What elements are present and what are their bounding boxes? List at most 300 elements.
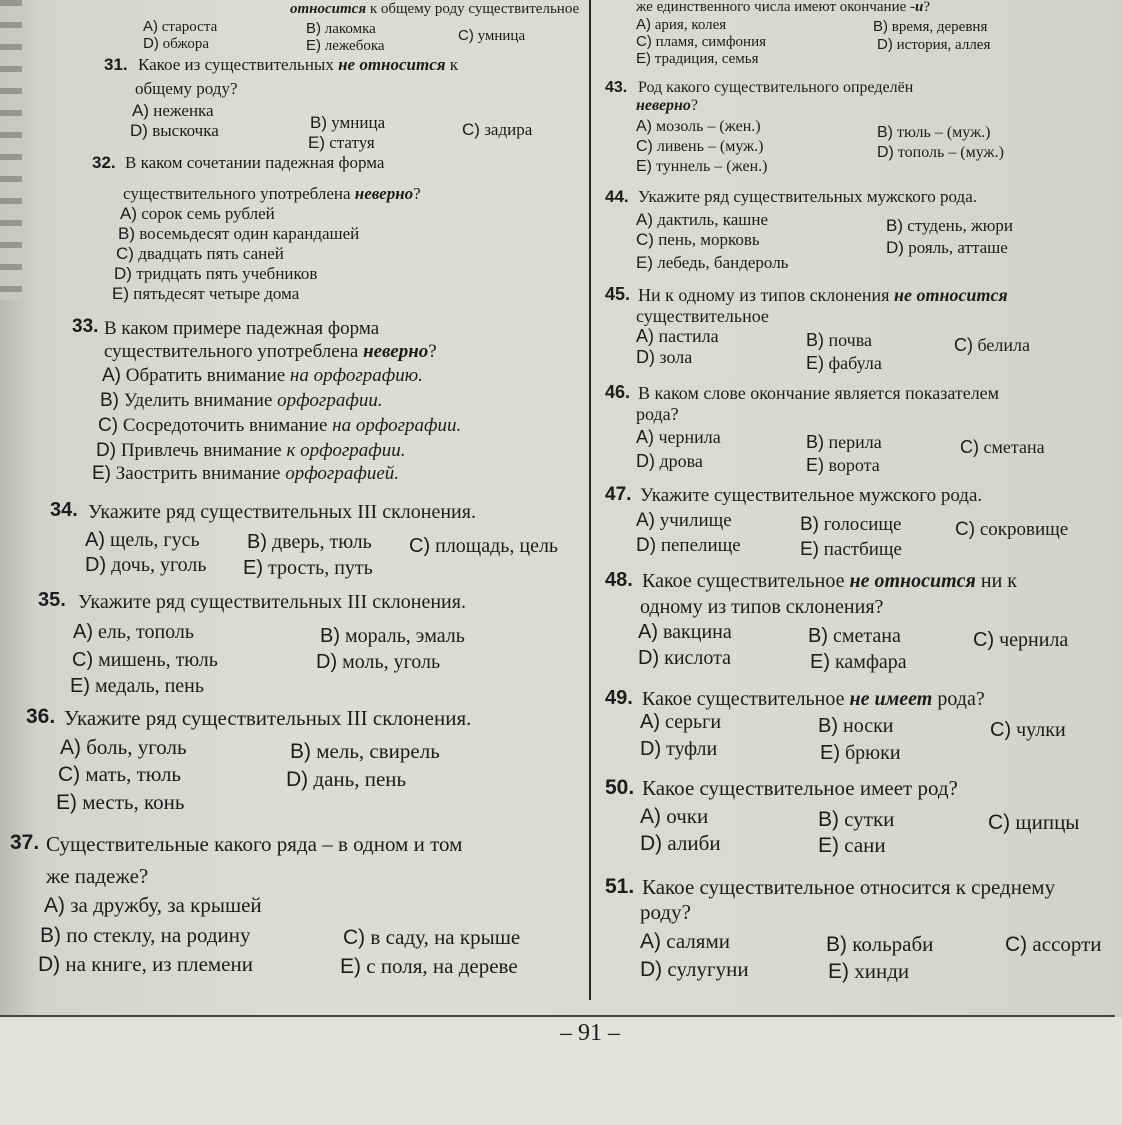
answer-option[interactable] xyxy=(143,19,217,35)
answer-option[interactable] xyxy=(954,336,1030,354)
option-letter: C) xyxy=(409,535,431,557)
question-text: одному из типов склонения? xyxy=(640,596,884,618)
option-letter: E) xyxy=(820,742,840,764)
question-text-line xyxy=(638,188,977,205)
answer-option[interactable] xyxy=(877,125,990,141)
emphasized-text: неверно xyxy=(354,184,414,203)
question-text-line xyxy=(104,319,379,338)
answer-option[interactable] xyxy=(820,743,901,763)
question-text-line xyxy=(636,0,930,15)
answer-option[interactable] xyxy=(638,622,732,642)
option-text: выскочка xyxy=(152,121,219,140)
answer-option[interactable] xyxy=(116,245,284,262)
question-text: Укажите ряд существительных III склонения. xyxy=(64,706,472,730)
answer-option[interactable] xyxy=(636,536,741,555)
option-letter: B) xyxy=(800,514,819,535)
answer-option[interactable] xyxy=(636,428,721,446)
answer-option[interactable] xyxy=(38,954,253,975)
option-letter: D) xyxy=(286,768,309,791)
answer-option[interactable] xyxy=(100,391,383,410)
question-text: рода? xyxy=(636,404,679,424)
option-text: лежебока xyxy=(324,38,385,54)
option-letter: B) xyxy=(306,20,321,37)
option-text: задира xyxy=(484,120,533,139)
answer-option[interactable] xyxy=(306,38,385,54)
question-number: 44. xyxy=(605,187,629,206)
option-letter: A) xyxy=(640,930,661,953)
option-letter: B) xyxy=(247,531,267,553)
option-text: староста xyxy=(161,19,218,35)
option-text: умница xyxy=(331,113,386,132)
answer-option[interactable] xyxy=(818,809,894,830)
answer-option[interactable] xyxy=(877,145,1004,161)
question-number: 51. xyxy=(605,875,635,898)
option-letter: C) xyxy=(973,629,995,651)
option-letter: A) xyxy=(120,204,137,223)
option-text: щель, гусь xyxy=(110,529,200,551)
answer-option[interactable] xyxy=(132,102,214,119)
option-letter: D) xyxy=(636,535,657,556)
answer-option[interactable] xyxy=(810,652,907,672)
answer-option[interactable] xyxy=(960,438,1045,456)
option-letter: C) xyxy=(116,244,134,263)
option-text: дверь, тюль xyxy=(272,531,372,553)
option-text: пастбище xyxy=(823,539,902,560)
answer-option[interactable] xyxy=(290,741,440,762)
question-text: рода? xyxy=(932,688,985,710)
option-text: сокровище xyxy=(979,519,1069,540)
answer-option[interactable] xyxy=(73,622,194,642)
option-text: обжора xyxy=(162,36,209,52)
question-number: 45. xyxy=(605,284,631,304)
answer-option[interactable] xyxy=(818,716,894,736)
option-letter: C) xyxy=(636,33,652,50)
answer-option[interactable] xyxy=(247,532,372,552)
answer-option[interactable] xyxy=(143,36,209,52)
answer-option[interactable] xyxy=(990,720,1066,740)
answer-option[interactable] xyxy=(636,452,703,470)
option-text: мозоль – (жен.) xyxy=(656,118,761,135)
question-text: В каком примере падежная форма xyxy=(104,318,380,339)
answer-option[interactable] xyxy=(886,239,1008,256)
option-letter: C) xyxy=(636,138,653,155)
question-number: 32. xyxy=(92,153,116,172)
option-text: ель, тополь xyxy=(98,621,194,643)
answer-option[interactable] xyxy=(320,626,465,646)
option-text: ворота xyxy=(828,455,880,475)
question-text: же падеже? xyxy=(46,864,149,888)
answer-option[interactable] xyxy=(130,122,219,139)
answer-option[interactable] xyxy=(826,934,933,955)
option-text: пятьдесят четыре дома xyxy=(133,284,300,303)
option-letter: D) xyxy=(640,738,662,760)
answer-option[interactable] xyxy=(308,134,375,151)
option-letter: A) xyxy=(636,210,653,229)
answer-option[interactable] xyxy=(800,540,902,559)
answer-option[interactable] xyxy=(806,331,872,349)
question-text: Какое существительное относится к среднему xyxy=(642,875,1056,899)
answer-option[interactable] xyxy=(458,28,525,44)
question-text: Укажите ряд существительных III склонения. xyxy=(78,591,466,613)
option-letter: B) xyxy=(808,625,828,647)
answer-option[interactable] xyxy=(243,558,373,578)
answer-option[interactable] xyxy=(877,37,990,53)
option-text: кольраби xyxy=(852,932,934,956)
option-text: фабула xyxy=(828,353,882,373)
question-text: Какое существительное xyxy=(642,688,850,710)
answer-option[interactable] xyxy=(58,764,181,785)
option-letter: D) xyxy=(877,36,893,53)
question-text: Род какого существительного определён xyxy=(638,79,914,96)
answer-option[interactable] xyxy=(409,536,558,556)
answer-option[interactable] xyxy=(462,121,532,138)
answer-option[interactable] xyxy=(310,114,385,131)
question-number: 34. xyxy=(50,499,78,521)
question-text-line xyxy=(125,154,384,171)
option-text: месть, конь xyxy=(82,790,185,814)
answer-option[interactable] xyxy=(636,34,766,50)
answer-option[interactable] xyxy=(973,630,1068,650)
answer-option[interactable] xyxy=(636,139,763,155)
question-text-line xyxy=(135,80,238,97)
option-letter: B) xyxy=(118,224,135,243)
option-text: восемьдесят один карандашей xyxy=(139,224,360,243)
option-text: чернила xyxy=(658,427,721,447)
option-letter: A) xyxy=(636,427,654,447)
answer-option[interactable] xyxy=(636,17,726,33)
option-text: история, аллея xyxy=(896,37,991,53)
question-number: 47. xyxy=(605,484,632,505)
answer-option[interactable] xyxy=(640,959,749,980)
option-letter: B) xyxy=(826,933,847,956)
option-letter: B) xyxy=(877,124,893,141)
option-text: Привлечь внимание xyxy=(120,440,287,461)
option-letter: E) xyxy=(340,955,361,978)
answer-option[interactable] xyxy=(60,737,187,758)
option-letter: B) xyxy=(806,330,824,350)
question-text: Существительные какого ряда – в одном и том xyxy=(46,832,463,856)
question-text: существительного употреблена xyxy=(104,341,364,362)
answer-option[interactable] xyxy=(886,217,1013,234)
option-text-italic: орфографии. xyxy=(277,390,383,411)
option-text: рояль, атташе xyxy=(908,238,1008,257)
option-letter: D) xyxy=(886,238,904,257)
emphasized-text: неверно xyxy=(363,341,429,362)
option-text-italic: к орфографии. xyxy=(286,440,406,461)
answer-option[interactable] xyxy=(636,511,732,530)
option-text: тюль – (муж.) xyxy=(897,124,991,141)
option-text: лакомка xyxy=(324,21,376,37)
answer-option[interactable] xyxy=(636,211,768,228)
option-letter: C) xyxy=(1005,933,1028,956)
option-text: площадь, цель xyxy=(435,535,559,557)
option-text: медаль, пень xyxy=(95,675,205,697)
question-text: ? xyxy=(923,0,931,15)
answer-option[interactable] xyxy=(118,225,359,242)
option-letter: E) xyxy=(306,37,321,54)
answer-option[interactable] xyxy=(636,254,788,271)
answer-option[interactable] xyxy=(286,769,406,790)
answer-option[interactable] xyxy=(640,833,721,854)
option-letter: C) xyxy=(954,335,973,355)
answer-option[interactable] xyxy=(85,555,207,575)
option-letter: E) xyxy=(800,539,819,560)
option-letter: A) xyxy=(640,805,661,828)
emphasized-text: не относится xyxy=(893,285,1008,305)
option-text: ливень – (муж.) xyxy=(656,138,764,155)
option-text: тополь – (муж.) xyxy=(897,144,1004,161)
answer-option[interactable] xyxy=(120,205,275,222)
option-letter: C) xyxy=(990,719,1012,741)
option-text: пастила xyxy=(658,326,719,346)
question-text: ? xyxy=(428,341,437,362)
question-text-line xyxy=(46,834,462,855)
answer-option[interactable] xyxy=(636,348,692,366)
question-text: роду? xyxy=(640,900,691,924)
option-text: чернила xyxy=(999,629,1069,651)
option-letter: D) xyxy=(638,647,660,669)
option-text: в саду, на крыше xyxy=(370,925,521,949)
option-text: Обратить внимание xyxy=(125,365,290,386)
option-text: Уделить внимание xyxy=(123,390,278,411)
option-letter: A) xyxy=(636,16,651,33)
option-text: лебедь, бандероль xyxy=(657,253,789,272)
answer-option[interactable] xyxy=(636,327,719,345)
answer-option[interactable] xyxy=(72,650,218,670)
option-letter: A) xyxy=(636,118,652,135)
question-text-line xyxy=(638,80,913,96)
option-letter: B) xyxy=(290,740,311,763)
answer-option[interactable] xyxy=(636,231,760,248)
option-letter: B) xyxy=(100,390,119,411)
option-text-italic: на орфографию. xyxy=(289,365,423,386)
option-text: время, деревня xyxy=(891,19,988,35)
option-text: хинди xyxy=(854,959,910,983)
question-number: 31. xyxy=(104,55,128,74)
answer-option[interactable] xyxy=(114,265,317,282)
option-letter: D) xyxy=(143,35,159,52)
option-text: по стеклу, на родину xyxy=(66,923,251,947)
answer-option[interactable] xyxy=(640,931,730,952)
answer-option[interactable] xyxy=(102,366,423,385)
option-letter: C) xyxy=(98,415,119,436)
answer-option[interactable] xyxy=(343,927,520,948)
option-text: моль, уголь xyxy=(342,651,441,673)
option-text: мать, тюль xyxy=(85,762,181,786)
option-letter: A) xyxy=(640,711,660,733)
answer-option[interactable] xyxy=(955,520,1068,539)
spiral-binding xyxy=(0,0,22,300)
option-letter: D) xyxy=(114,264,132,283)
option-text: дань, пень xyxy=(313,767,407,791)
option-letter: A) xyxy=(638,621,658,643)
option-text: сорок семь рублей xyxy=(141,204,275,223)
question-number: 35. xyxy=(38,589,66,611)
option-text: двадцать пять саней xyxy=(138,244,284,263)
question-number: 49. xyxy=(605,687,633,709)
option-text: студень, жюри xyxy=(907,216,1014,235)
answer-option[interactable] xyxy=(818,835,886,856)
option-letter: E) xyxy=(70,675,90,697)
option-text: сметана xyxy=(833,625,901,647)
answer-option[interactable] xyxy=(306,21,376,37)
question-text-line xyxy=(88,502,476,522)
option-letter: D) xyxy=(130,121,148,140)
option-letter: E) xyxy=(308,133,325,152)
question-text: Укажите ряд существительных мужского рода. xyxy=(638,187,978,206)
answer-option[interactable] xyxy=(828,961,909,982)
answer-option[interactable] xyxy=(806,354,882,372)
question-text-line xyxy=(290,2,579,17)
option-letter: D) xyxy=(877,144,894,161)
question-text-line xyxy=(640,902,691,923)
option-letter: E) xyxy=(818,834,839,857)
answer-option[interactable] xyxy=(40,925,251,946)
answer-option[interactable] xyxy=(806,456,880,474)
question-text-line xyxy=(636,405,679,423)
option-text: камфара xyxy=(835,651,907,673)
question-text: Какое существительное xyxy=(642,570,850,592)
question-text: Какое из существительных xyxy=(138,55,339,74)
option-text: туфли xyxy=(666,738,718,760)
option-letter: D) xyxy=(96,440,117,461)
option-text: салями xyxy=(666,929,730,953)
question-text: же единственного числа имеют окончание - xyxy=(636,0,915,15)
answer-option[interactable] xyxy=(92,464,399,483)
option-text: пень, морковь xyxy=(658,230,760,249)
option-letter: B) xyxy=(806,432,824,452)
answer-option[interactable] xyxy=(85,530,200,550)
option-letter: E) xyxy=(243,557,263,579)
answer-option[interactable] xyxy=(636,159,767,175)
question-text: к общему роду существительное xyxy=(366,1,580,17)
question-text-line xyxy=(636,98,698,114)
question-text: В каком слове окончание является показателем xyxy=(638,383,1000,403)
question-text: к xyxy=(445,55,459,74)
question-text: Ни к одному из типов склонения xyxy=(638,285,894,305)
option-text-italic: орфографией. xyxy=(285,463,400,484)
question-text-line xyxy=(78,592,466,612)
option-text: перила xyxy=(828,432,882,452)
option-text: дочь, уголь xyxy=(111,554,207,576)
answer-option[interactable] xyxy=(44,895,262,916)
option-text: мель, свирель xyxy=(316,739,440,763)
answer-option[interactable] xyxy=(112,285,299,302)
answer-option[interactable] xyxy=(96,441,406,460)
answer-option[interactable] xyxy=(1005,934,1102,955)
answer-option[interactable] xyxy=(636,51,759,67)
option-text: мораль, эмаль xyxy=(345,625,465,647)
question-text-line xyxy=(638,384,999,402)
option-letter: E) xyxy=(636,158,652,175)
question-text-line xyxy=(123,185,421,202)
question-text-line xyxy=(138,56,458,73)
question-number: 46. xyxy=(605,382,631,402)
option-text: сулугуни xyxy=(667,957,749,981)
option-text: Сосредоточить внимание xyxy=(122,415,333,436)
answer-option[interactable] xyxy=(873,19,987,35)
option-text: голосище xyxy=(823,514,902,535)
option-text: кислота xyxy=(664,647,731,669)
question-number: 43. xyxy=(605,79,628,96)
option-letter: D) xyxy=(636,347,655,367)
option-letter: E) xyxy=(806,353,824,373)
emphasized-text: относится xyxy=(290,1,367,17)
question-text-line xyxy=(64,708,471,729)
option-letter: B) xyxy=(873,18,888,35)
answer-option[interactable] xyxy=(98,416,461,435)
option-text: зола xyxy=(659,347,693,367)
answer-option[interactable] xyxy=(640,806,708,827)
option-text: белила xyxy=(977,335,1030,355)
emphasized-text: не относится xyxy=(338,55,446,74)
option-text: на книге, из племени xyxy=(65,952,253,976)
answer-option[interactable] xyxy=(808,626,901,646)
answer-option[interactable] xyxy=(70,676,204,696)
option-letter: E) xyxy=(636,50,651,67)
question-text: ? xyxy=(413,184,421,203)
answer-option[interactable] xyxy=(640,739,717,759)
option-text: сутки xyxy=(844,807,895,831)
option-letter: C) xyxy=(72,649,94,671)
option-text: дактиль, кашне xyxy=(657,210,769,229)
question-number: 50. xyxy=(605,776,635,799)
option-text: ария, колея xyxy=(654,17,727,33)
option-text: училище xyxy=(659,510,732,531)
option-letter: B) xyxy=(40,924,61,947)
option-text: Заострить внимание xyxy=(115,463,286,484)
answer-option[interactable] xyxy=(800,515,901,534)
question-text: существительного употреблена xyxy=(123,184,355,203)
option-letter: A) xyxy=(132,101,149,120)
answer-option[interactable] xyxy=(56,792,184,813)
question-text: В каком сочетании падежная форма xyxy=(125,153,385,172)
option-text: пепелище xyxy=(660,535,741,556)
answer-option[interactable] xyxy=(638,648,731,668)
question-text-line xyxy=(104,342,437,361)
option-text: пламя, симфония xyxy=(655,34,766,50)
option-letter: A) xyxy=(60,736,81,759)
option-letter: D) xyxy=(316,651,338,673)
question-text: существительное xyxy=(636,306,769,326)
question-number: 33. xyxy=(72,316,99,337)
option-letter: C) xyxy=(988,811,1011,834)
option-text: носки xyxy=(843,715,894,737)
option-letter: C) xyxy=(343,926,366,949)
question-text: общему роду? xyxy=(135,79,238,98)
option-letter: A) xyxy=(102,365,121,386)
option-letter: A) xyxy=(85,529,105,551)
question-text: Какое существительное имеет род? xyxy=(642,776,958,800)
answer-option[interactable] xyxy=(806,433,882,451)
question-number: 37. xyxy=(10,831,40,854)
option-letter: E) xyxy=(828,960,849,983)
option-text: умница xyxy=(477,28,526,44)
column-divider xyxy=(589,0,591,1000)
option-letter: A) xyxy=(143,18,158,35)
answer-option[interactable] xyxy=(340,956,518,977)
question-number: 48. xyxy=(605,569,633,591)
answer-option[interactable] xyxy=(316,652,440,672)
answer-option[interactable] xyxy=(988,812,1079,833)
answer-option[interactable] xyxy=(640,712,721,732)
option-letter: C) xyxy=(960,437,979,457)
option-letter: D) xyxy=(38,953,61,976)
option-text: трость, путь xyxy=(268,557,373,579)
question-text: Укажите ряд существительных III склонения. xyxy=(88,501,476,523)
option-text: вакцина xyxy=(663,621,732,643)
answer-option[interactable] xyxy=(636,119,761,135)
